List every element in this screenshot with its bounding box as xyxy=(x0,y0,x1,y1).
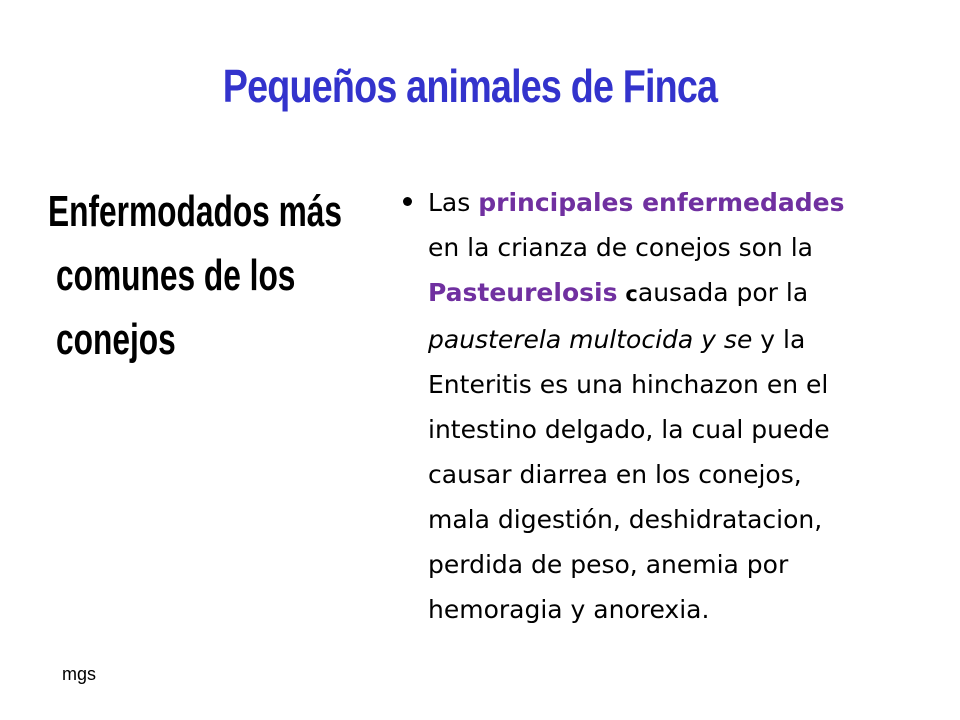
body-line-4-post: y la xyxy=(752,325,806,354)
body-line-4 xyxy=(428,317,928,362)
body-line-3 xyxy=(428,270,928,317)
left-heading-line-3: conejos xyxy=(56,315,176,364)
body-line-6: intestino delgado, la cual puede xyxy=(428,415,830,444)
left-heading xyxy=(48,180,408,372)
left-heading-line-2: comunes de los xyxy=(56,251,296,300)
body-line-1-pre: Las xyxy=(428,188,479,217)
body-italic-species: pausterela multocida y se xyxy=(428,325,753,354)
body-line-1 xyxy=(428,180,928,225)
body-small-c: c xyxy=(625,282,638,306)
body-line-7: causar diarrea en los conejos, xyxy=(428,460,802,489)
body-line-8: mala digestión, deshidratacion, xyxy=(428,505,823,534)
body-line-3-post: ausada por la xyxy=(637,278,809,307)
body-paragraph xyxy=(428,180,928,632)
slide-title: Pequeños animales de Finca xyxy=(222,60,718,112)
footer-note: mgs xyxy=(62,664,97,684)
body-line-5: Enteritis es una hinchazon en el xyxy=(428,370,829,399)
left-heading-line-1: Enfermodados más xyxy=(48,187,343,236)
body-highlight-pasteurelosis: Pasteurelosis xyxy=(428,278,618,307)
bullet-dot-icon xyxy=(403,197,412,206)
body-line-2: en la crianza de conejos son la xyxy=(428,233,813,262)
body-highlight-enfermedades: principales enfermedades xyxy=(478,188,845,217)
body-line-9: perdida de peso, anemia por xyxy=(428,550,789,579)
body-line-10: hemoragia y anorexia. xyxy=(428,595,710,624)
